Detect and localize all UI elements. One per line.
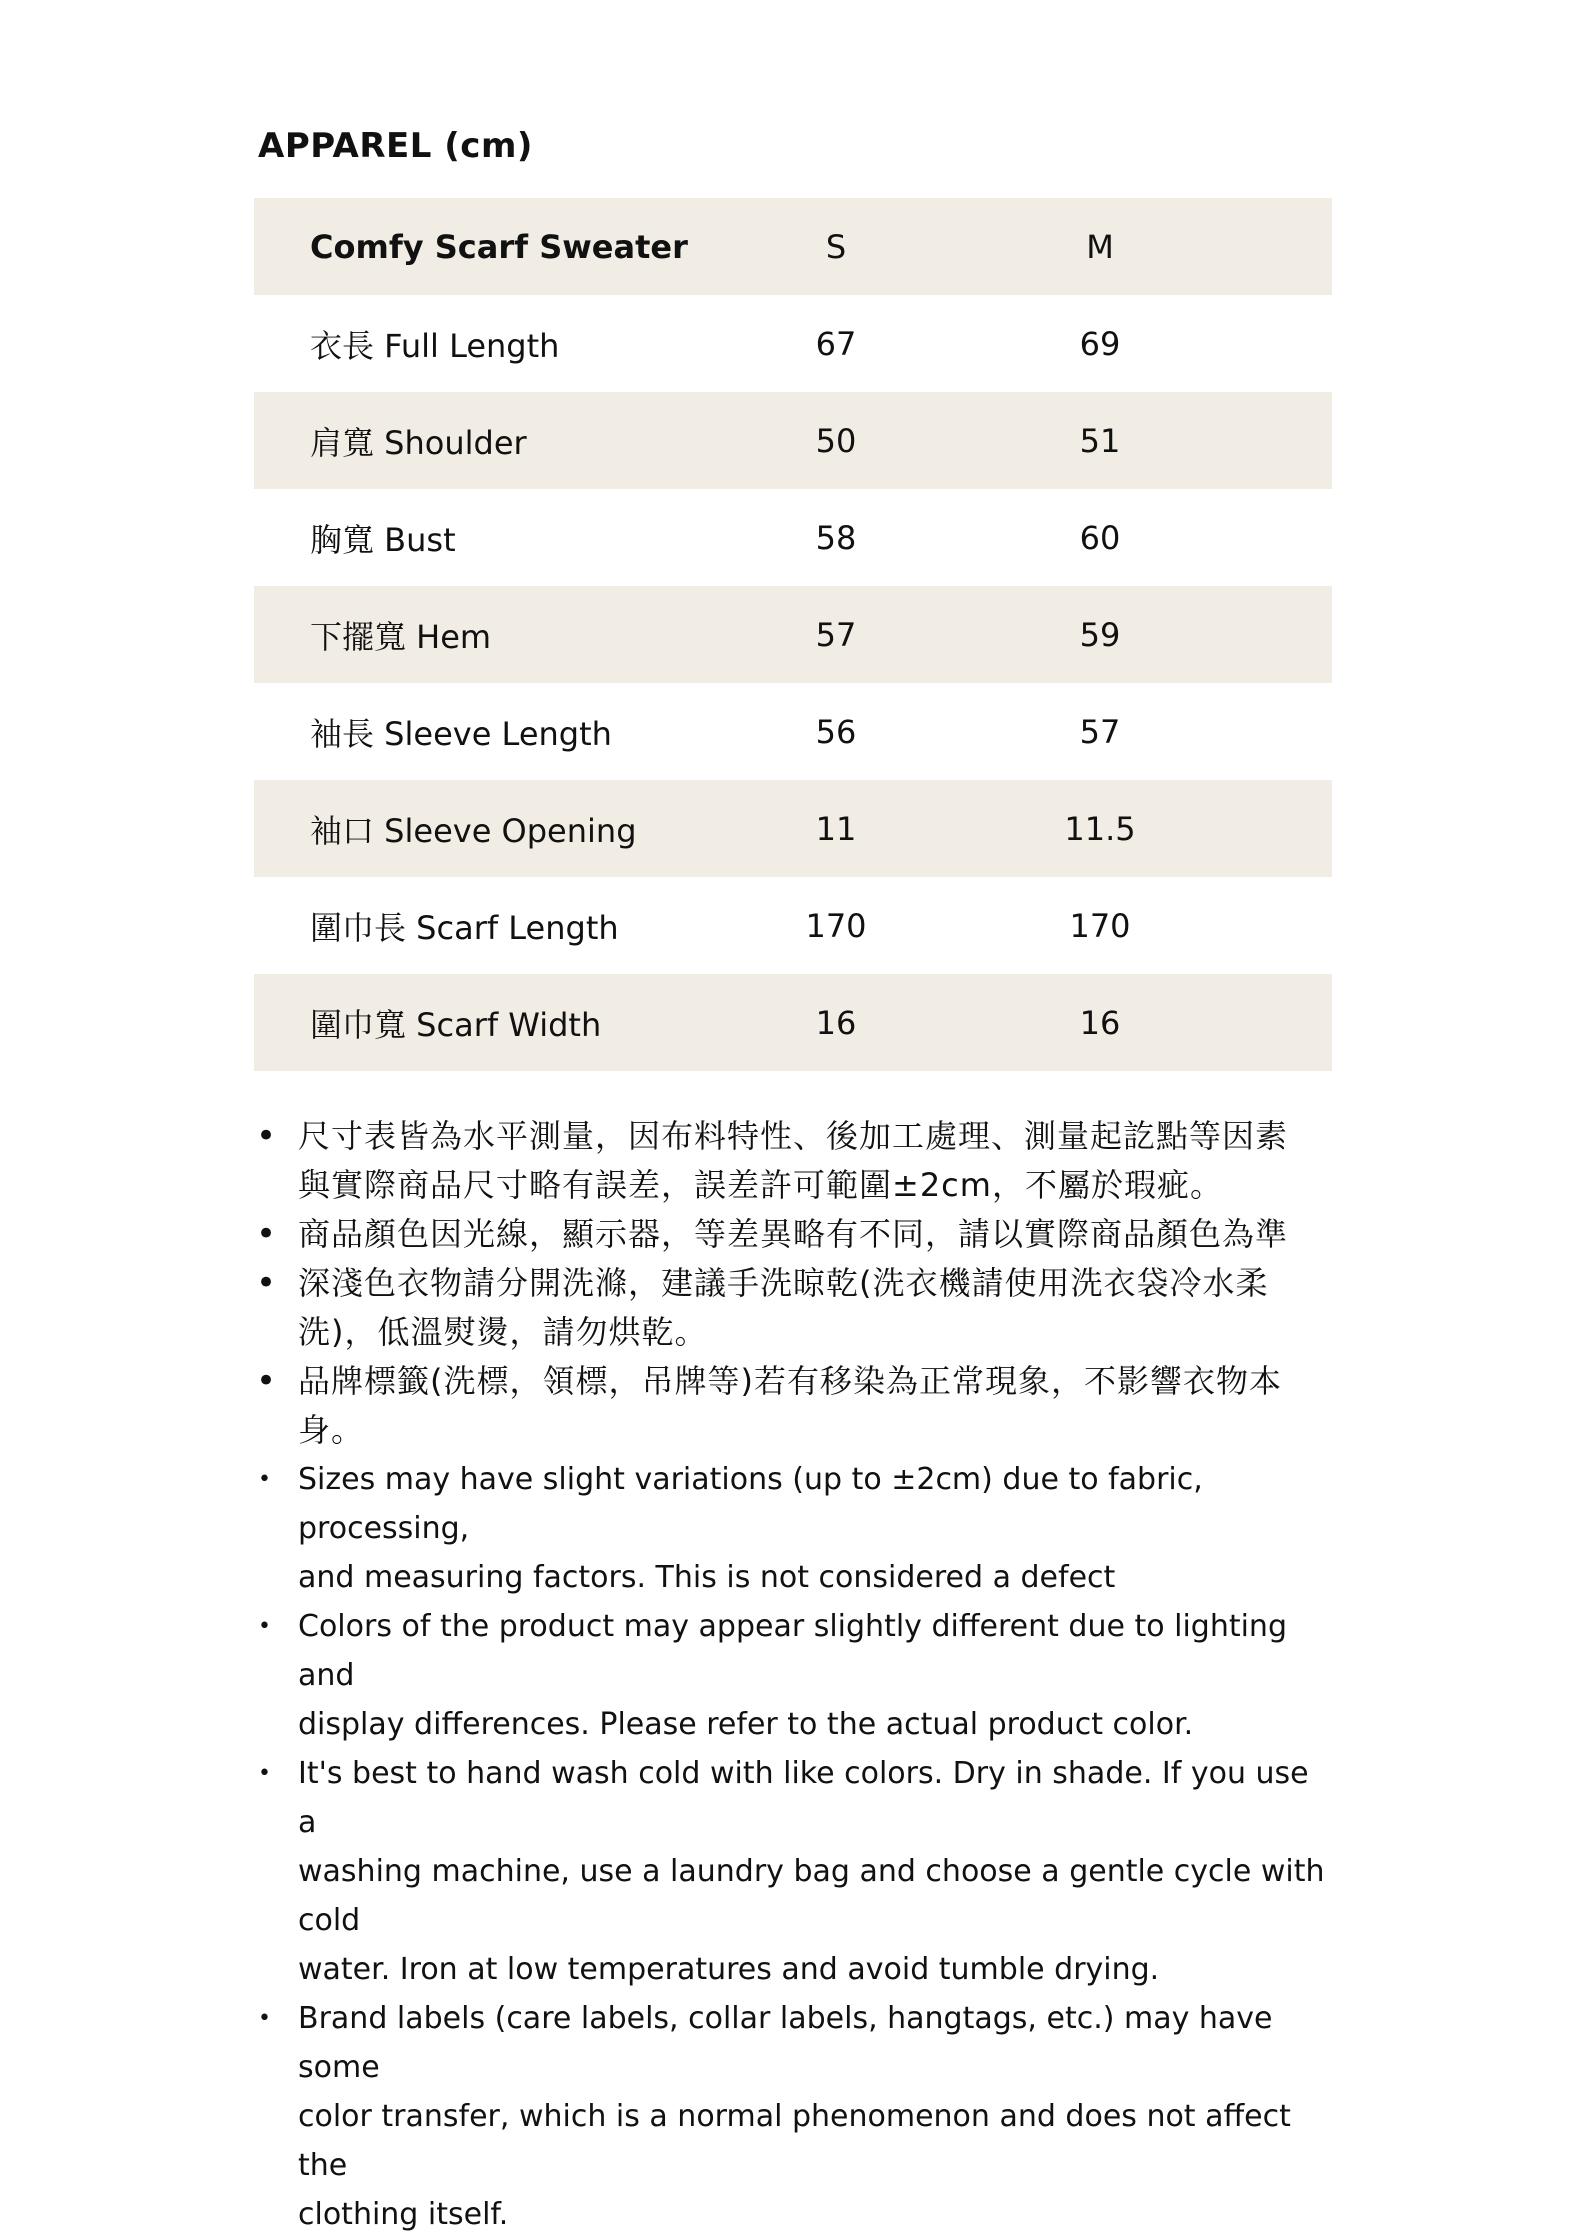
list-item [254, 1749, 1334, 1994]
list-item [254, 1994, 1334, 2239]
note-text: Colors of the product may appear slightly different due to lighting and display differences. Please refer to the actual product color. [298, 1609, 1287, 1742]
table-row [254, 780, 1332, 877]
list-item [254, 1112, 1334, 1210]
bullet-icon: • [258, 1761, 271, 1786]
size-m-value: 170 [1069, 906, 1131, 945]
note-text: 尺寸表皆為水平測量，因布料特性、後加工處理、測量起訖點等因素 與實際商品尺寸略有誤差，誤差許可範圍±2cm，不屬於瑕疵。 [298, 1117, 1289, 1204]
list-item [254, 1455, 1334, 1602]
size-table [254, 198, 1332, 1071]
size-m-value: 16 [1079, 1003, 1121, 1042]
list-item [254, 1210, 1334, 1259]
measurement-label: 袖口 Sleeve Opening [310, 811, 637, 850]
measurement-label: 圍巾寬 Scarf Width [310, 1005, 602, 1044]
bullet-icon: • [258, 2006, 271, 2031]
note-text: 商品顏色因光線，顯示器，等差異略有不同，請以實際商品顏色為準 [298, 1215, 1289, 1253]
list-item [254, 1357, 1334, 1455]
note-text: Brand labels (care labels, collar labels, hangtags, etc.) may have some color transfer, which is a normal phenomenon and does not affect the clothing itself. [298, 2001, 1291, 2232]
table-row [254, 295, 1332, 392]
page-title: APPAREL (cm) [258, 126, 533, 166]
size-s-value: 170 [805, 906, 867, 945]
table-row [254, 877, 1332, 974]
product-name: Comfy Scarf Sweater [310, 227, 688, 266]
bullet-icon: • [256, 1214, 278, 1254]
size-s-value: 16 [815, 1003, 857, 1042]
note-text: 品牌標籤(洗標，領標，吊牌等)若有移染為正常現象，不影響衣物本 身。 [298, 1362, 1282, 1449]
size-m-value: 51 [1079, 421, 1121, 460]
measurement-label: 肩寬 Shoulder [310, 423, 527, 462]
size-s-value: 67 [815, 324, 857, 363]
table-row [254, 974, 1332, 1071]
table-row [254, 586, 1332, 683]
measurement-label: 袖長 Sleeve Length [310, 714, 612, 753]
size-m-value: 11.5 [1064, 809, 1136, 848]
note-text: 深淺色衣物請分開洗滌，建議手洗晾乾(洗衣機請使用洗衣袋冷水柔 洗)，低溫熨燙，請勿烘乾。 [298, 1264, 1269, 1351]
size-s-value: 58 [815, 518, 857, 557]
size-m-header: M [1086, 227, 1114, 266]
size-m-value: 57 [1079, 712, 1121, 751]
measurement-label: 胸寬 Bust [310, 520, 456, 559]
size-m-value: 60 [1079, 518, 1121, 557]
size-s-value: 11 [815, 809, 857, 848]
bullet-icon: • [256, 1361, 278, 1401]
measurement-label: 下擺寬 Hem [310, 617, 492, 656]
bullet-icon: • [256, 1263, 278, 1303]
measurement-label: 圍巾長 Scarf Length [310, 908, 619, 947]
note-text: It's best to hand wash cold with like colors. Dry in shade. If you use a washing machine, use a laundry bag and choose a gentle cycle with cold water. Iron at low temperatures and avoid tumble drying. [298, 1756, 1325, 1987]
size-s-value: 50 [815, 421, 857, 460]
table-header-row [254, 198, 1332, 295]
note-text: Sizes may have slight variations (up to ±2cm) due to fabric, processing, and measuring factors. This is not considered a defect [298, 1462, 1203, 1595]
size-s-header: S [825, 227, 847, 266]
table-row [254, 392, 1332, 489]
table-row [254, 489, 1332, 586]
size-s-value: 56 [815, 712, 857, 751]
size-s-value: 57 [815, 615, 857, 654]
bullet-icon: • [258, 1467, 271, 1492]
size-m-value: 69 [1079, 324, 1121, 363]
bullet-icon: • [256, 1116, 278, 1156]
list-item [254, 1259, 1334, 1357]
size-m-value: 59 [1079, 615, 1121, 654]
bullet-icon: • [258, 1614, 271, 1639]
list-item [254, 1602, 1334, 1749]
care-notes-list [254, 1112, 1334, 2239]
table-row [254, 683, 1332, 780]
measurement-label: 衣長 Full Length [310, 326, 560, 365]
